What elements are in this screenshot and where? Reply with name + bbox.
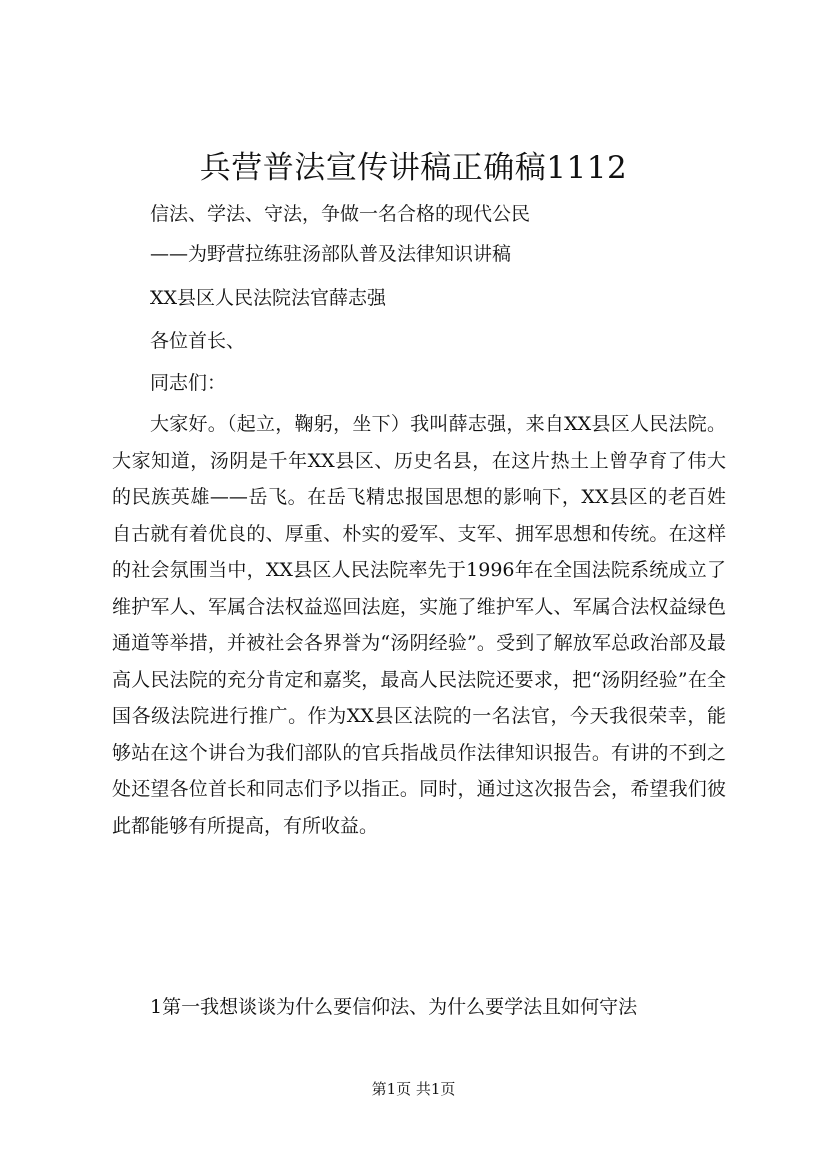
subtitle-line-dash: ——为野营拉练驻汤部队普及法律知识讲稿 [150,243,512,265]
document-title: 兵营普法宣传讲稿正确稿1112 [199,150,628,186]
author-line: XX县区人民法院法官薛志强 [150,287,387,309]
body-paragraph: 大家好。（起立，鞠躬，坐下）我叫薛志强，来自XX县区人民法院。大家知道，汤阴是千年XX县区、历史名县，在这片热土上曾孕育了伟大的民族英雄——岳飞。在岳飞精忠报国思想的影响下，XX县区的老百姓自古就有着优良的、厚重、朴实的爱军、支军、拥军思想和传统。在这样的社会氛围当中，XX县区人民法院率先于1996年在全国法院系统成立了维护军人、军属合法权益巡回法庭，实施了维护军人、军属合法权益绿色通道等举措，并被社会各界誉为“汤阴经验”。受到了解放军总政治部及最高人民法院的充分肯定和嘉奖，最高人民法院还要求，把“汤阴经验”在全国各级法院进行推广。作为XX县区法院的一名法官，今天我很荣幸，能够站在这个讲台为我们部队的官兵指战员作法律知识报告。有讲的不到之处还望各位首长和同志们予以指正。同时，通过这次报告会，希望我们彼此都能够有所提高，有所收益。 [112,413,726,837]
subtitle-line: 信法、学法、守法，争做一名合格的现代公民 [150,203,531,225]
greeting-line-2: 同志们： [150,372,227,394]
page-footer: 第1页 共1页 [371,1080,456,1098]
greeting-line: 各位首长、 [150,330,246,352]
body-paragraph-heading: 1第一我想谈谈为什么要信仰法、为什么要学法且如何守法 [150,996,638,1018]
